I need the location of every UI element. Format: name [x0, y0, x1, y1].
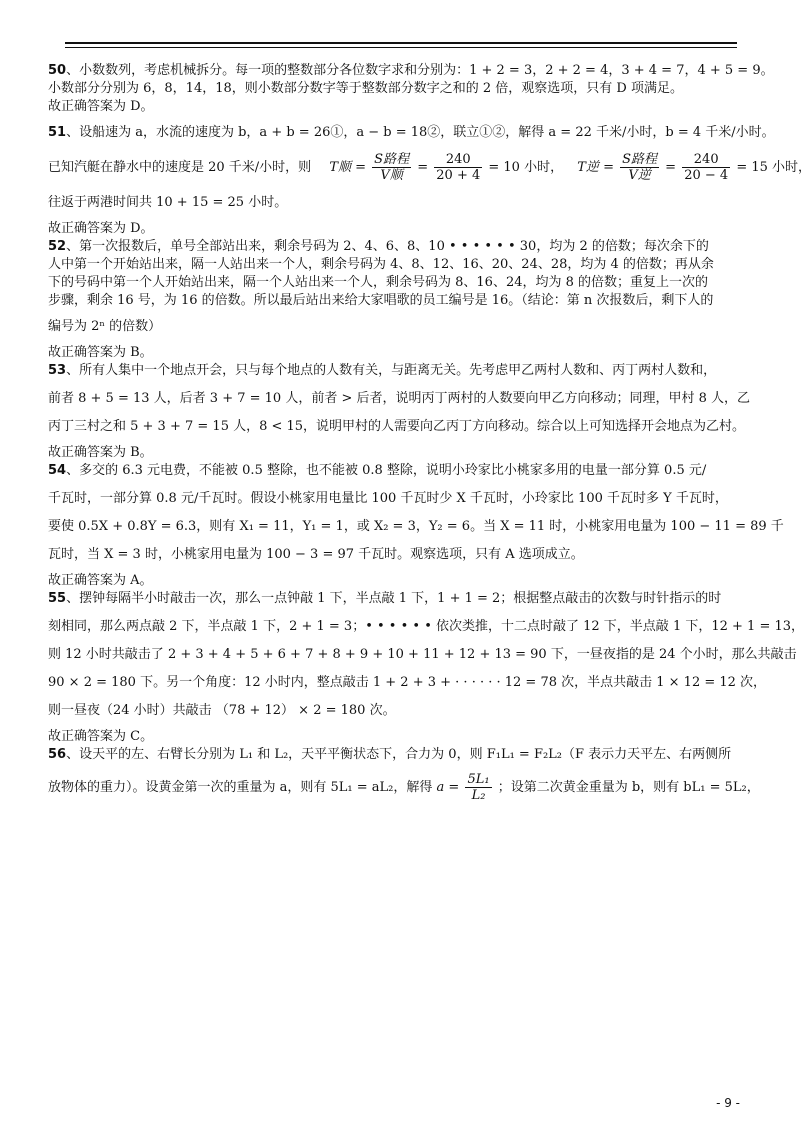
- text-line: 小数部分分别为 6，8，14，18，则小数部分数字等于整数部分数字之和的 2 倍，观察选项，只有 D 项满足。: [48, 81, 683, 96]
- text-line: 要使 0.5X + 0.8Y = 6.3，则有 X₁ = 11，Y₁ = 1，或 X₂ = 3，Y₂ = 6。当 X = 11 时，小桃家用电量为 100 − 11 = 89 千: [48, 519, 784, 534]
- header-rule-thick: [65, 42, 737, 44]
- question-51: [48, 124, 811, 238]
- text-line: 前者 8 + 5 = 13 人，后者 3 + 7 = 10 人，前者 > 后者，说明丙丁两村的人数要向甲乙方向移动；同理，甲村 8 人，乙: [48, 391, 751, 406]
- question-50: [48, 62, 774, 116]
- text-line: 、第一次报数后，单号全部站出来，剩余号码为 2、4、6、8、10 • • • • • • 30，均为 2 的倍数；每次余下的: [66, 239, 709, 254]
- fraction: $\frac{\text{S路程}}{\text{V顺}}$: [374, 152, 410, 183]
- question-number: 51: [48, 125, 67, 140]
- question-number: 56: [48, 747, 67, 762]
- text-line: 千瓦时，一部分算 0.8 元/千瓦时。假设小桃家用电量比 100 千瓦时少 X 千瓦时，小玲家比 100 千瓦时多 Y 千瓦时，: [48, 491, 728, 506]
- text-line: 则 12 小时共敲击了 2 + 3 + 4 + 5 + 6 + 7 + 8 + 9 + 10 + 11 + 12 + 13 = 90 下，一昼夜指的是 24 个小时，那么共敲击: [48, 647, 797, 662]
- text-line: 往返于两港时间共 10 + 15 = 25 小时。: [48, 195, 288, 210]
- answer-line: 故正确答案为 B。: [48, 445, 153, 460]
- question-number: 55: [48, 591, 67, 606]
- question-55: [48, 590, 805, 746]
- fraction: $\frac{240}{20 + 4}$: [436, 152, 481, 183]
- question-56: [48, 746, 760, 806]
- answer-line: 故正确答案为 A。: [48, 573, 153, 588]
- text-line: 人中第一个开始站出来，隔一人站出来一个人，剩余号码为 4、8、12、16、20、24、28，均为 4 的倍数；再从余: [48, 257, 714, 272]
- header-rule-thin: [65, 47, 737, 48]
- text-line: 、小数数列，考虑机械拆分。每一项的整数部分各位数字求和分别为：1 + 2 = 3，2 + 2 = 4，3 + 4 = 7，4 + 5 = 9。: [66, 63, 774, 78]
- answer-line: 故正确答案为 C。: [48, 729, 154, 744]
- question-number: 54: [48, 463, 67, 478]
- text-line: 90 × 2 = 180 下。另一个角度：12 小时内，整点敲击 1 + 2 + 3 + · · · · · · 12 = 78 次，半点共敲击 1 × 12 = 12 次，: [48, 675, 767, 690]
- text-line: 编号为 2ⁿ 的倍数）: [48, 319, 162, 334]
- question-number: 52: [48, 239, 67, 254]
- text-line: 、所有人集中一个地点开会，只与每个地点的人数有关，与距离无关。先考虑甲乙两村人数和、丙丁两村人数和，: [66, 363, 717, 378]
- text-line: 、摆钟每隔半小时敲击一次，那么一点钟敲 1 下，半点敲 1 下，1 + 1 = 2；根据整点敲击的次数与时针指示的时: [66, 591, 722, 606]
- question-number: 53: [48, 363, 67, 378]
- fraction: $\frac{240}{20 - 4}$: [684, 152, 729, 183]
- answer-content: [48, 62, 811, 806]
- text-line: 、设天平的左、右臂长分别为 L₁ 和 L₂，天平平衡状态下，合力为 0，则 F₁L₁ = F₂L₂（F 表示力天平左、右两侧所: [66, 747, 732, 762]
- text-line: 刻相同，那么两点敲 2 下，半点敲 1 下，2 + 1 = 3；• • • • • • 依次类推，十二点时敲了 12 下，半点敲 1 下，12 + 1 = 13，: [48, 619, 805, 634]
- question-52: [48, 238, 754, 362]
- question-53: [48, 362, 754, 462]
- text-line: 、设船速为 a，水流的速度为 b，a + b = 26①，a − b = 18②，联立①②，解得 a = 22 千米/小时，b = 4 千米/小时。: [66, 125, 775, 140]
- text-line: 则一昼夜（24 小时）共敲击 （78 + 12） × 2 = 180 次。: [48, 703, 396, 718]
- formula-line: 放物体的重力）。设黄金第一次的重量为 a，则有 5L₁ = aL₂，解得 a = $\frac{\text{5L₁}}{\text{L₂}}$ ；设第二次黄金重量为 b，则有 bL₁ = 5L₂，: [48, 772, 760, 803]
- fraction: $\frac{\text{S路程}}{\text{V逆}}$: [622, 152, 658, 183]
- text-line: 步骤，剩余 16 号，为 16 的倍数。所以最后站出来给大家唱歌的员工编号是 16。（结论：第 n 次报数后，剩下人的: [48, 293, 714, 308]
- formula-line: 已知汽艇在静水中的速度是 20 千米/小时，则 T顺 = $\frac{\text{S路程}}{\text{V顺}}$ = $\frac{240}{20 + 4}$ = 10 小时， T逆 = $\frac{\text{S路程}}{\text{V逆}}$ = $\frac{240}{20 - 4}$ = 15 小时，: [48, 152, 811, 183]
- text-line: 下的号码中第一个人开始站出来，隔一个人站出来一个人，剩余号码为 8、16、24，均为 8 的倍数；重复上一次的: [48, 275, 709, 290]
- question-number: 50: [48, 63, 67, 78]
- text-line: 、多交的 6.3 元电费，不能被 0.5 整除，也不能被 0.8 整除，说明小玲家比小桃家多用的电量一部分算 0.5 元/: [66, 463, 707, 478]
- answer-line: 故正确答案为 D。: [48, 221, 154, 236]
- text-line: 丙丁三村之和 5 + 3 + 7 = 15 人，8 < 15，说明甲村的人需要向乙丙丁方向移动。综合以上可知选择开会地点为乙村。: [48, 419, 746, 434]
- fraction: $\frac{\text{5L₁}}{\text{L₂}}$: [467, 772, 490, 803]
- text-line: 瓦时，当 X = 3 时，小桃家用电量为 100 − 3 = 97 千瓦时。观察选项，只有 A 选项成立。: [48, 547, 584, 562]
- page-number: - 9 -: [716, 1096, 740, 1110]
- answer-line: 故正确答案为 D。: [48, 99, 154, 114]
- answer-line: 故正确答案为 B。: [48, 345, 153, 360]
- question-54: [48, 462, 784, 590]
